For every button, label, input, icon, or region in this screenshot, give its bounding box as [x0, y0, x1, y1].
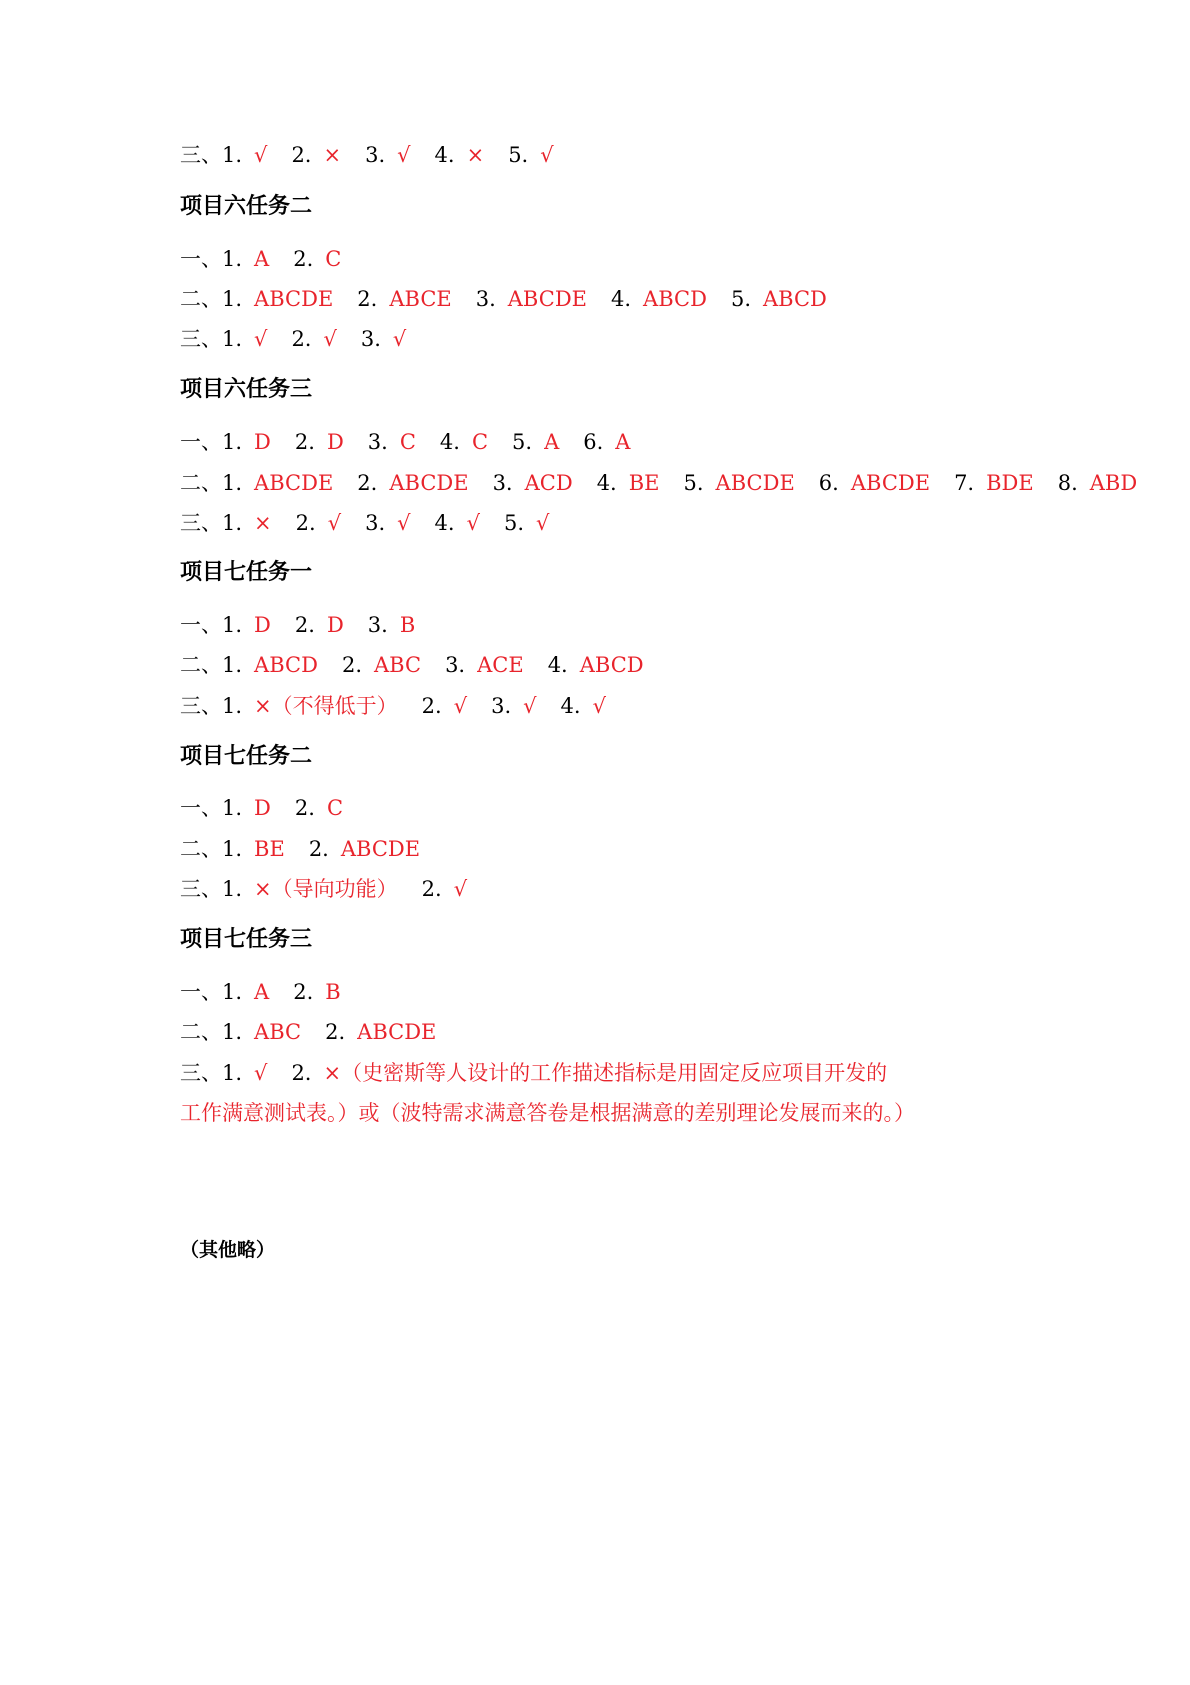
answer-value: √	[453, 694, 468, 718]
answer-value: D	[254, 430, 271, 454]
answer-value: √	[540, 143, 554, 167]
answer-line	[180, 284, 827, 314]
question-number: 1.	[222, 287, 243, 311]
question-number: 2.	[421, 694, 442, 718]
question-number: 4.	[439, 430, 460, 454]
answer-value: ×	[254, 511, 272, 535]
answer-value: C	[325, 247, 342, 271]
answer-value: √	[323, 327, 337, 351]
question-number: 2.	[291, 327, 312, 351]
question-number: 1.	[222, 796, 243, 820]
question-number: 5.	[512, 430, 533, 454]
question-type-label: 一、	[180, 247, 222, 271]
answer-line	[180, 468, 1137, 498]
question-number: 4.	[611, 287, 632, 311]
question-type-label: 二、	[180, 837, 222, 861]
question-number: 2.	[421, 877, 442, 901]
question-number: 1.	[222, 980, 243, 1004]
question-number: 2.	[294, 796, 315, 820]
answer-value: C	[326, 796, 344, 820]
question-number: 2.	[291, 143, 312, 167]
question-number: 5.	[730, 287, 751, 311]
answer-value: ACD	[524, 471, 573, 495]
answer-value: D	[254, 796, 271, 820]
answer-value: √	[397, 511, 411, 535]
question-number: 7.	[954, 471, 975, 495]
question-number: 1.	[222, 327, 243, 351]
answer-line	[180, 427, 630, 457]
question-number: 4.	[434, 143, 455, 167]
answer-line	[180, 650, 644, 680]
answer-value: ABCD	[579, 653, 644, 677]
answer-line	[180, 977, 341, 1007]
question-number: 1.	[222, 247, 243, 271]
question-number: 1.	[222, 1020, 243, 1044]
question-number: 2.	[293, 980, 314, 1004]
answer-line	[180, 244, 341, 274]
question-number: 4.	[547, 653, 568, 677]
answer-value: B	[325, 980, 341, 1004]
question-number: 2.	[293, 247, 314, 271]
answer-value: ×	[323, 143, 342, 167]
answer-value: √	[592, 694, 606, 718]
answer-value: √	[254, 1061, 268, 1085]
answer-value: A	[615, 430, 631, 454]
answer-value: √	[254, 327, 268, 351]
question-type-label: 一、	[180, 613, 222, 637]
question-number: 3.	[491, 694, 512, 718]
question-number: 4.	[560, 694, 581, 718]
question-type-label: 一、	[180, 796, 222, 820]
answer-line	[180, 834, 420, 864]
answer-value: ×（导向功能）	[254, 877, 398, 901]
question-number: 1.	[222, 143, 243, 167]
answer-value: D	[254, 613, 271, 637]
answer-value: ABC	[254, 1020, 302, 1044]
question-type-label: 二、	[180, 287, 222, 311]
question-type-label: 二、	[180, 653, 222, 677]
question-number: 3.	[475, 287, 496, 311]
section-heading: 项目六任务三	[180, 377, 313, 402]
answer-value: ×（不得低于）	[254, 694, 398, 718]
section-heading: 项目七任务二	[180, 744, 313, 769]
answer-line	[180, 508, 549, 538]
answer-value: D	[326, 430, 344, 454]
answer-value: √	[327, 511, 342, 535]
answer-value: ACE	[477, 653, 524, 677]
answer-value: √	[392, 327, 407, 351]
question-number: 2.	[325, 1020, 346, 1044]
answer-value: BDE	[986, 471, 1034, 495]
question-type-label: 一、	[180, 980, 222, 1004]
question-number: 2.	[295, 511, 316, 535]
answer-value: D	[326, 613, 344, 637]
answer-value: A	[544, 430, 560, 454]
question-number: 3.	[492, 471, 513, 495]
answer-value: √	[466, 511, 480, 535]
answer-value: ABCDE	[254, 287, 334, 311]
answer-value: ABCDE	[357, 1020, 437, 1044]
answer-line	[180, 1058, 887, 1088]
question-type-label: 一、	[180, 430, 222, 454]
answer-line	[180, 610, 415, 640]
question-number: 6.	[583, 430, 604, 454]
question-number: 1.	[222, 511, 243, 535]
answer-value: √	[254, 143, 268, 167]
question-number: 2.	[341, 653, 362, 677]
question-number: 1.	[222, 1061, 243, 1085]
answer-value: ×	[466, 143, 485, 167]
answer-value: ABCD	[254, 653, 318, 677]
answer-value: BE	[628, 471, 660, 495]
question-type-label: 三、	[180, 327, 222, 351]
answer-value: ABCD	[763, 287, 827, 311]
question-type-label: 三、	[180, 511, 222, 535]
answer-line	[180, 691, 606, 721]
answer-value: C	[471, 430, 489, 454]
question-number: 2.	[357, 471, 378, 495]
answer-line	[180, 324, 406, 354]
answer-value: ABCDE	[507, 287, 587, 311]
question-number: 1.	[222, 837, 243, 861]
question-number: 2.	[294, 613, 315, 637]
question-number: 2.	[294, 430, 315, 454]
question-number: 4.	[596, 471, 617, 495]
question-type-label: 三、	[180, 143, 222, 167]
question-number: 5.	[503, 511, 525, 535]
question-type-label: 三、	[180, 1061, 222, 1085]
answer-line	[180, 793, 343, 823]
answer-value: BE	[254, 837, 285, 861]
question-number: 3.	[445, 653, 466, 677]
answer-value: ABD	[1089, 471, 1138, 495]
answer-line	[180, 874, 467, 904]
question-number: 6.	[818, 471, 839, 495]
question-number: 1.	[222, 877, 243, 901]
question-type-label: 二、	[180, 1020, 222, 1044]
section-heading: 项目七任务一	[180, 560, 313, 585]
answer-value: ABCE	[389, 287, 452, 311]
answer-value: B	[399, 613, 416, 637]
question-number: 4.	[434, 511, 455, 535]
answer-value: √	[536, 511, 550, 535]
answer-value: ABCD	[643, 287, 707, 311]
question-number: 3.	[360, 327, 381, 351]
answer-value: ABC	[374, 653, 422, 677]
question-number: 2.	[291, 1061, 312, 1085]
question-number: 1.	[222, 653, 243, 677]
question-number: 1.	[222, 471, 243, 495]
answer-value: ABCDE	[850, 471, 931, 495]
answer-continuation: 工作满意测试表。）或（波特需求满意答卷是根据满意的差别理论发展而来的。）	[180, 1101, 915, 1125]
question-number: 3.	[367, 613, 388, 637]
answer-value: √	[453, 877, 468, 901]
answer-value: √	[523, 694, 537, 718]
question-number: 2.	[357, 287, 378, 311]
question-number: 1.	[222, 430, 243, 454]
question-number: 5.	[683, 471, 704, 495]
answer-value: √	[397, 143, 411, 167]
answer-value: C	[399, 430, 416, 454]
question-number: 8.	[1057, 471, 1078, 495]
question-type-label: 三、	[180, 877, 222, 901]
answer-value: ABCDE	[254, 471, 334, 495]
answer-value: ABCDE	[340, 837, 421, 861]
omitted-note: （其他略）	[180, 1239, 276, 1261]
question-number: 1.	[222, 694, 243, 718]
answer-value: A	[254, 247, 270, 271]
question-number: 3.	[365, 511, 386, 535]
question-type-label: 三、	[180, 694, 222, 718]
section-heading: 项目六任务二	[180, 194, 313, 219]
question-type-label: 二、	[180, 471, 222, 495]
answer-value: ABCDE	[389, 471, 469, 495]
answer-value: A	[254, 980, 270, 1004]
question-number: 1.	[222, 613, 243, 637]
answer-line	[180, 140, 554, 170]
question-number: 5.	[508, 143, 529, 167]
answer-value: ×（史密斯等人设计的工作描述指标是用固定反应项目开发的	[323, 1061, 888, 1085]
question-number: 3.	[365, 143, 386, 167]
section-heading: 项目七任务三	[180, 927, 313, 952]
question-number: 3.	[367, 430, 388, 454]
question-number: 2.	[308, 837, 329, 861]
answer-line	[180, 1017, 436, 1047]
answer-value: ABCDE	[715, 471, 795, 495]
